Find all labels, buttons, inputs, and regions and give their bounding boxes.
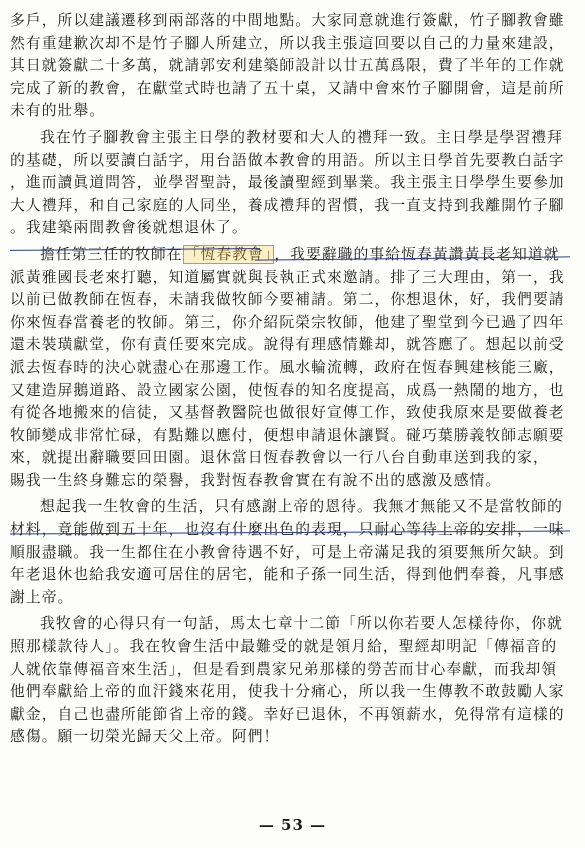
- text-line: 派去恆春時的決心就盡心在那邊工作。風水輪流轉，政府在恆春興建核能三廠，: [10, 358, 565, 376]
- page-number: — 53 —: [258, 816, 327, 834]
- text-line: 我牧會的心得只有一句話，馬太七章十二節「所以你若要人怎樣待你，你就: [40, 615, 563, 633]
- text-line: 多戶，所以建議遷移到兩部落的中間地點。大家同意就進行簽獻，竹子腳教會雖: [10, 12, 565, 29]
- body-text: [10, 10, 576, 749]
- text-line: 完成了新的教會，在獻堂式時也請了五十桌，又請中會來竹子腳開會，這是前所: [10, 79, 565, 97]
- text-line: 以前已做教師在恆春，未請我做牧師今要補請。第二，你想退休，好，我們要請: [10, 291, 565, 309]
- text-line: 你來恆春當養老的牧師。第三，你介紹阮榮宗牧師，他建了聖堂到今已過了四年: [10, 313, 565, 331]
- text-line: 年老退休也給我安適可居住的居宅，能和子孫一同生活，得到他們奉養，凡事感: [10, 566, 565, 584]
- text-line: 照那樣款待人」。我在牧會生活中最難受的就是領月給，聖經却明記「傳福音的: [10, 638, 558, 656]
- text-line: 人就依靠傳福音來生活」，但是看到農家兄弟那樣的勞苦而甘心奉獻，而我却領: [10, 660, 558, 678]
- text-line: 。我建築兩間教會後就想退休了。: [10, 219, 248, 237]
- text-line: 未有的壯舉。: [10, 102, 106, 120]
- text-segment: 擔任第三任的牧師在: [40, 245, 183, 263]
- text-line: 還未裝璜獻堂，你有責任要來完成。說得有理感情難却，就答應了。想起以前受: [10, 336, 565, 354]
- highlighted-church-name: 「恆春教會」: [184, 245, 273, 263]
- text-line: 的基礎，所以要讀白話字，用台語做本教會的用語。所以主日學首先要教白話字: [10, 151, 565, 169]
- text-line: 感傷。願一切榮光歸天父上帝。阿們！: [10, 728, 280, 746]
- text-line: 材料，竟能做到五十年，也沒有什麼出色的表現，只耐心等待上帝的安排，一味: [10, 521, 565, 539]
- text-line: 想起我一生牧會的生活，只有感謝上帝的恩待。我無才無能又不是當牧師的: [40, 498, 563, 516]
- text-segment: ，我要辭職的事給恆春黃讚黃長老知道就: [274, 245, 560, 263]
- text-line: 我在竹子腳教會主張主日學的教材要和大人的禮拜一致。主日學是學習禮拜: [40, 128, 563, 146]
- text-line: 然有重建歉次却不是竹子腳人所建立，所以我主張這回要以自己的力量來建設，: [10, 34, 565, 52]
- text-line: 大人禮拜，和自己家庭的人同坐，養成禮拜的習慣，我一直支持到我離開竹子腳: [10, 196, 565, 214]
- text-line: ，進而讀眞道問答，並學習聖詩，最後讀聖經到畢業。我主張主日學學生要參加: [10, 174, 565, 192]
- text-line: 派黃雅國長老來打聽，知道屬實就與長執正式來邀請。排了三大理由，第一，我: [10, 268, 565, 286]
- text-line: 牧師變成非常忙碌，有點難以應付，便想申請退休讓賢。碰巧葉勝義牧師志願要: [10, 426, 565, 444]
- text-line: 其日就簽獻二十多萬，就請郭安利建築師設計以廿五萬爲限，費了半年的工作就: [10, 57, 565, 75]
- text-line: 謝上帝。: [10, 588, 74, 606]
- text-line: [10, 244, 576, 267]
- text-line: 他們奉獻給上帝的血汗錢來花用，使我十分痛心，所以我一生傳教不敢鼓勵人家: [10, 683, 565, 701]
- text-line: 來，就提出辭職要回田園。退休當日恆春教會以一行八台自動車送到我的家，: [10, 449, 549, 467]
- text-line: 順服盡職。我一生都住在小教會待遇不好，可是上帝滿足我的須要無所欠缺。到: [10, 543, 565, 561]
- text-line: 又建造屏鵝道路、設立國家公園，使恆春的知名度提高，成爲一熱鬧的地方，也: [10, 381, 565, 399]
- text-line: 賜我一生終身難忘的榮譽，我對恆春教會實在有說不出的感激及感情。: [10, 471, 502, 489]
- text-line: 有從各地搬來的信徒，又基督教醫院也做很好宣傳工作，致使我原來是要做養老: [10, 404, 565, 422]
- text-line: 獻金，自己也盡所能節省上帝的錢。幸好已退休，不再領薪水，免得常有這樣的: [10, 705, 565, 723]
